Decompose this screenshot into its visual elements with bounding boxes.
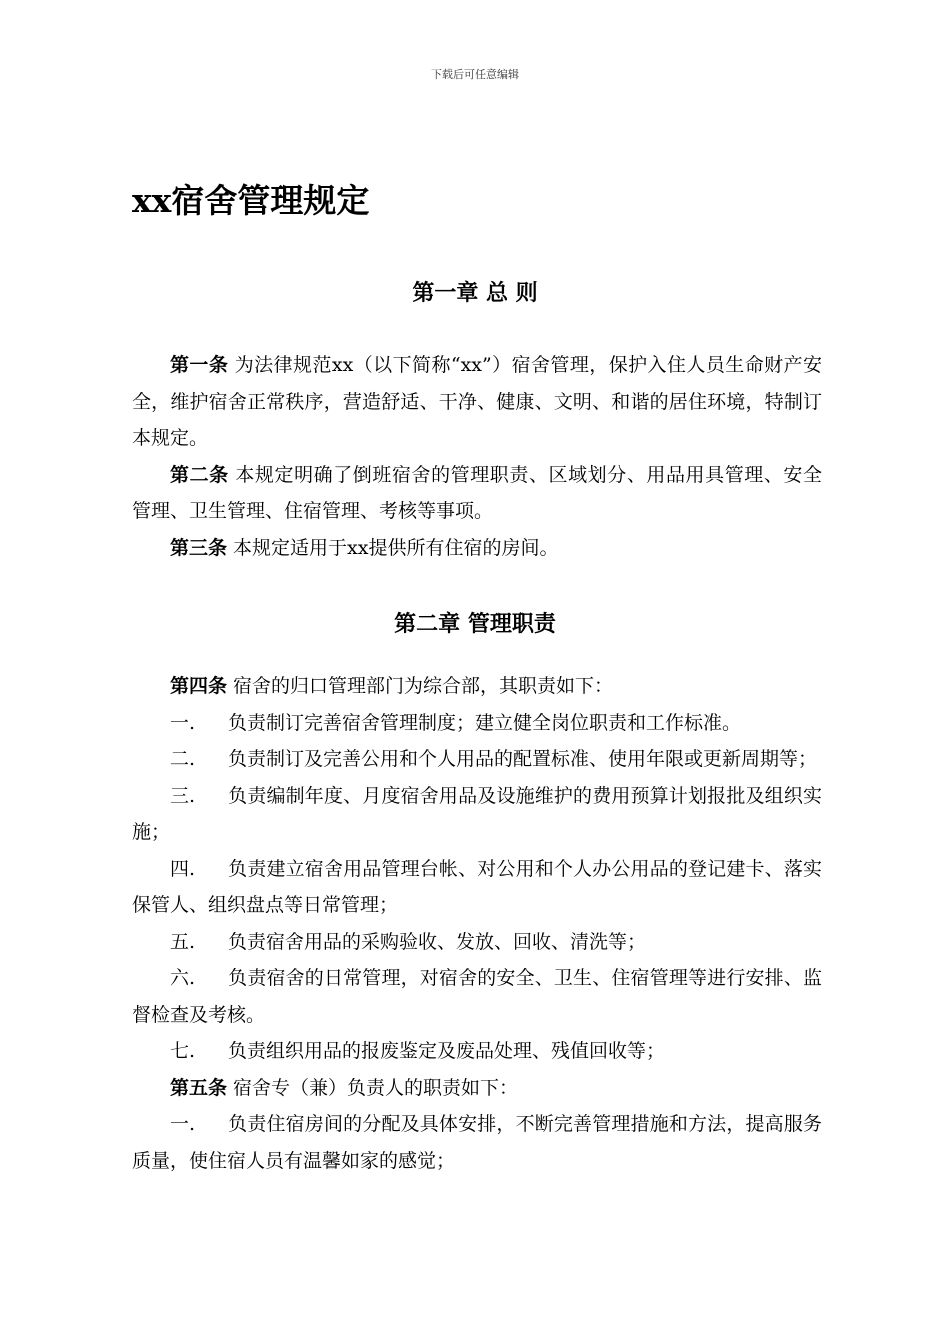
item-text: 负责住宿房间的分配及具体安排，不断完善管理措施和方法，提高服务质量，使住宿人员有温馨如家的感觉； — [132, 1113, 822, 1172]
article-label: 第三条 — [170, 536, 228, 559]
item-number: 三. — [170, 784, 196, 807]
document-title: xx宿舍管理规定 — [132, 181, 370, 220]
chapter-1-body — [132, 347, 822, 566]
chapter-2-body — [132, 668, 822, 1179]
item-number: 五. — [170, 930, 196, 953]
article-2 — [132, 457, 822, 530]
chapter-1-heading: 第一章 总 则 — [412, 280, 538, 306]
article-3 — [132, 530, 822, 567]
item-text: 负责宿舍的日常管理，对宿舍的安全、卫生、住宿管理等进行安排、监督检查及考核。 — [132, 967, 822, 1026]
list-item — [132, 851, 822, 924]
item-text: 负责组织用品的报废鉴定及废品处理、残值回收等； — [228, 1040, 666, 1062]
article-5 — [132, 1070, 822, 1107]
list-item — [132, 705, 822, 742]
article-text: 本规定明确了倒班宿舍的管理职责、区域划分、用品用具管理、安全管理、卫生管理、住宿管理、考核等事项。 — [132, 463, 822, 522]
chapter-2-heading: 第二章 管理职责 — [394, 611, 556, 637]
item-text: 负责建立宿舍用品管理台帐、对公用和个人办公用品的登记建卡、落实保管人、组织盘点等日常管理； — [132, 857, 822, 916]
article-text: 本规定适用于xx提供所有住宿的房间。 — [227, 536, 559, 559]
list-item — [132, 741, 822, 778]
item-text: 负责制订完善宿舍管理制度；建立健全岗位职责和工作标准。 — [228, 711, 742, 734]
header-note: 下载后可任意编辑 — [431, 68, 519, 81]
item-number: 六. — [170, 967, 196, 989]
article-label: 第四条 — [170, 675, 228, 697]
article-text: 宿舍的归口管理部门为综合部，其职责如下： — [227, 675, 614, 697]
item-number: 一. — [170, 711, 196, 734]
list-item — [132, 960, 822, 1033]
list-item — [132, 1106, 822, 1179]
item-text: 负责制订及完善公用和个人用品的配置标准、使用年限或更新周期等； — [228, 748, 818, 770]
item-text: 负责编制年度、月度宿舍用品及设施维护的费用预算计划报批及组织实施； — [132, 784, 822, 843]
list-item — [132, 924, 822, 961]
article-label: 第一条 — [170, 354, 229, 376]
article-4 — [132, 668, 822, 705]
item-number: 二. — [170, 748, 196, 770]
article-text: 为法律规范xx（以下简称“xx”）宿舍管理，保护入住人员生命财产安全，维护宿舍正常秩序，营造舒适、干净、健康、文明、和谐的居住环境，特制订本规定。 — [132, 354, 822, 449]
article-label: 第五条 — [170, 1076, 228, 1099]
article-1 — [132, 347, 822, 457]
article-text: 宿舍专（兼）负责人的职责如下： — [227, 1076, 519, 1099]
list-item — [132, 1033, 822, 1070]
item-text: 负责宿舍用品的采购验收、发放、回收、清洗等； — [228, 930, 647, 953]
article-label: 第二条 — [170, 463, 229, 486]
item-number: 七. — [170, 1040, 196, 1062]
list-item — [132, 778, 822, 851]
item-number: 四. — [170, 857, 196, 880]
item-number: 一. — [170, 1113, 196, 1135]
